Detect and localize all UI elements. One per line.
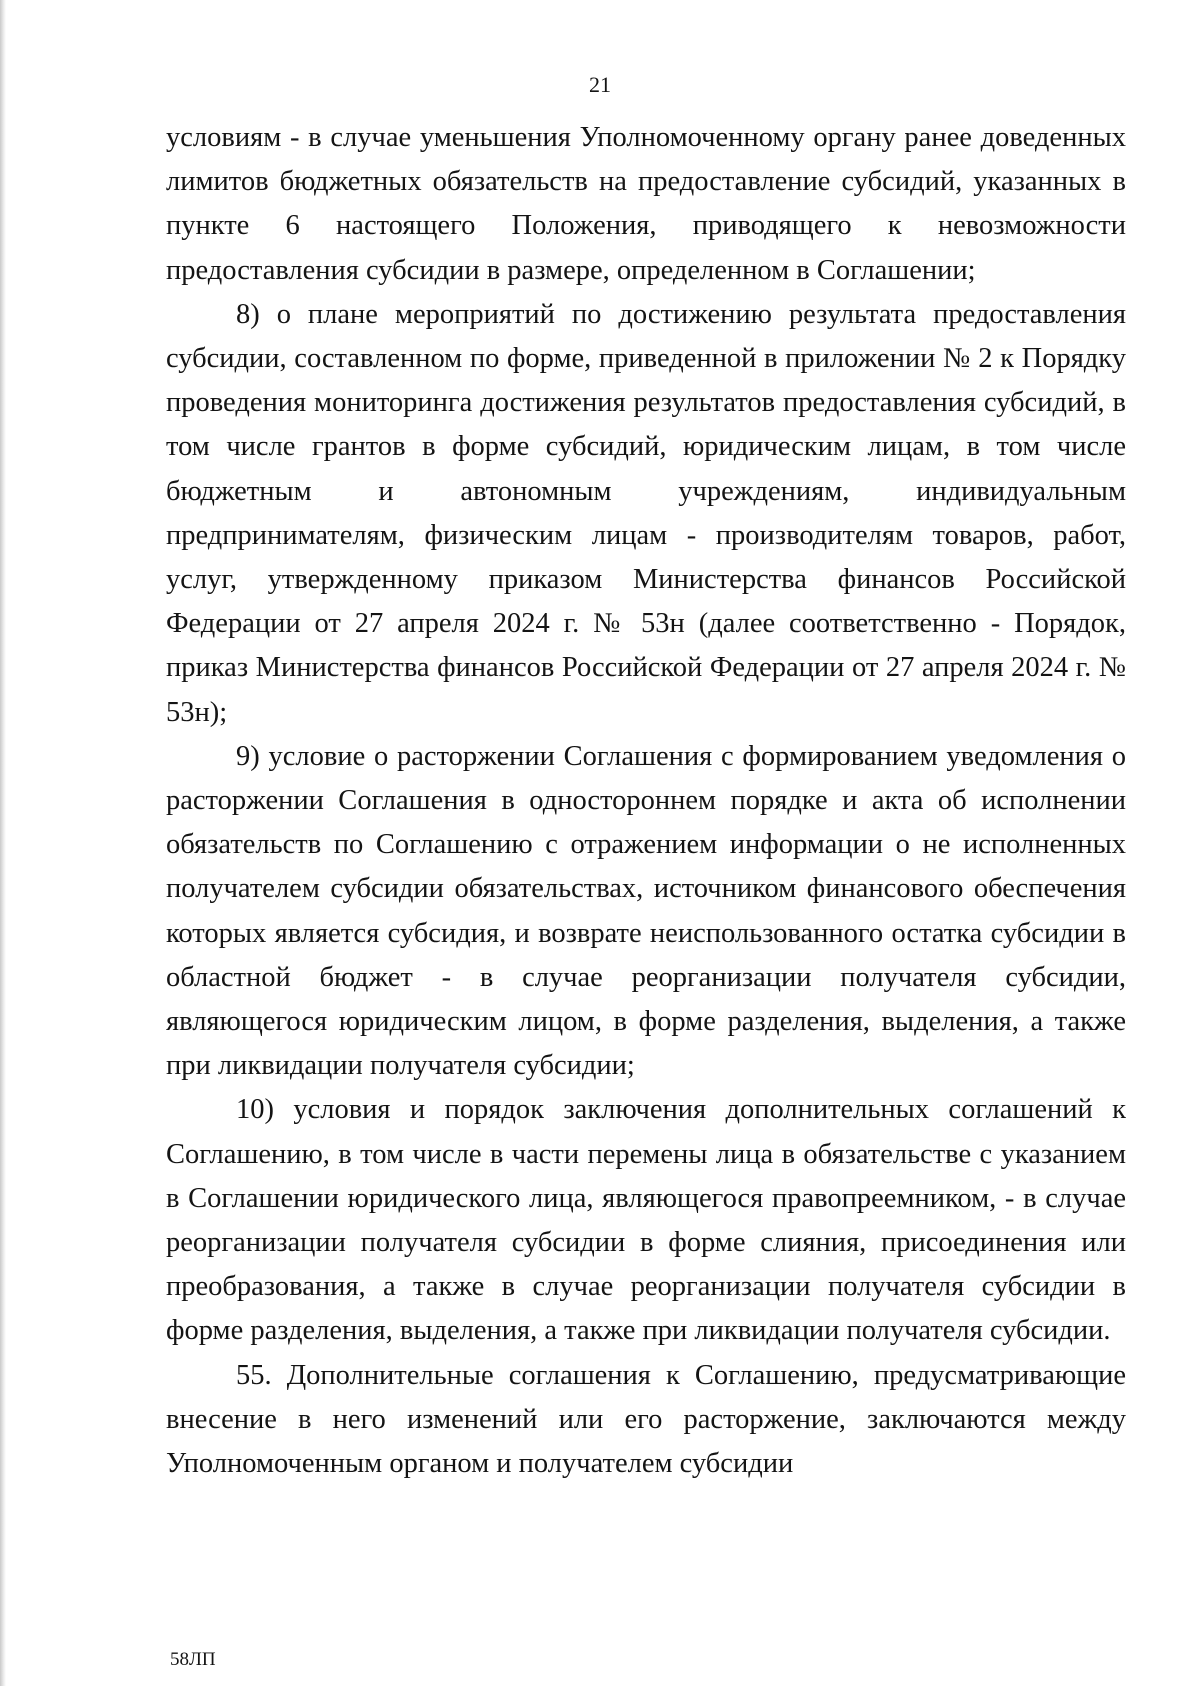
paragraph-item-8: 8) о плане мероприятий по достижению результата предоставления субсидии, составленном по форме, приведенной в приложении № 2 к Порядку проведения мониторинга достижения результатов предоставления субсидий, в том числе грантов в форме субсидий, юридическим лицам, в том числе бюджетным и автономным учреждениям, индивидуальным предпринимателям, физическим лицам - производителям товаров, работ, услуг, утвержденному приказом Министерства финансов Российской Федерации от 27 апреля 2024 г. № 53н (далее соответственно - Порядок, приказ Министерства финансов Российской Федерации от 27 апреля 2024 г. № 53н); (166, 298, 1126, 728)
paragraph-clause-55: 55. Дополнительные соглашения к Соглашению, предусматривающие внесение в него изменений или его расторжение, заключаются между Уполномоченным органом и получателем субсидии (166, 1359, 1126, 1480)
document-body (166, 116, 1126, 1486)
paragraph-item-10: 10) условия и порядок заключения дополнительных соглашений к Соглашению, в том числе в части перемены лица в обязательстве с указанием в Соглашении юридического лица, являющегося правопреемником, - в случае реорганизации получателя субсидии в форме слияния, присоединения или преобразования, а также в случае реорганизации получателя субсидии в форме разделения, выделения, а также при ликвидации получателя субсидии. (166, 1094, 1126, 1347)
scan-edge (0, 0, 6, 1686)
document-code: 58ЛП (170, 1649, 216, 1670)
paragraph-item-9: 9) условие о расторжении Соглашения с формированием уведомления о расторжении Соглашения в одностороннем порядке и акта об исполнении обязательств по Соглашению с отражением информации о не исполненных получателем субсидии обязательствах, источником финансового обеспечения которых является субсидия, и возврате неиспользованного остатка субсидии в областной бюджет - в случае реорганизации получателя субсидии, являющегося юридическим лицом, в форме разделения, выделения, а также при ликвидации получателя субсидии; (166, 740, 1126, 1082)
paragraph-continuation: условиям - в случае уменьшения Уполномоченному органу ранее доведенных лимитов бюджетных обязательств на предоставление субсидий, указанных в пункте 6 настоящего Положения, приводящего к невозможности предоставления субсидии в размере, определенном в Соглашении; (166, 122, 1126, 286)
page-number: 21 (589, 72, 611, 97)
